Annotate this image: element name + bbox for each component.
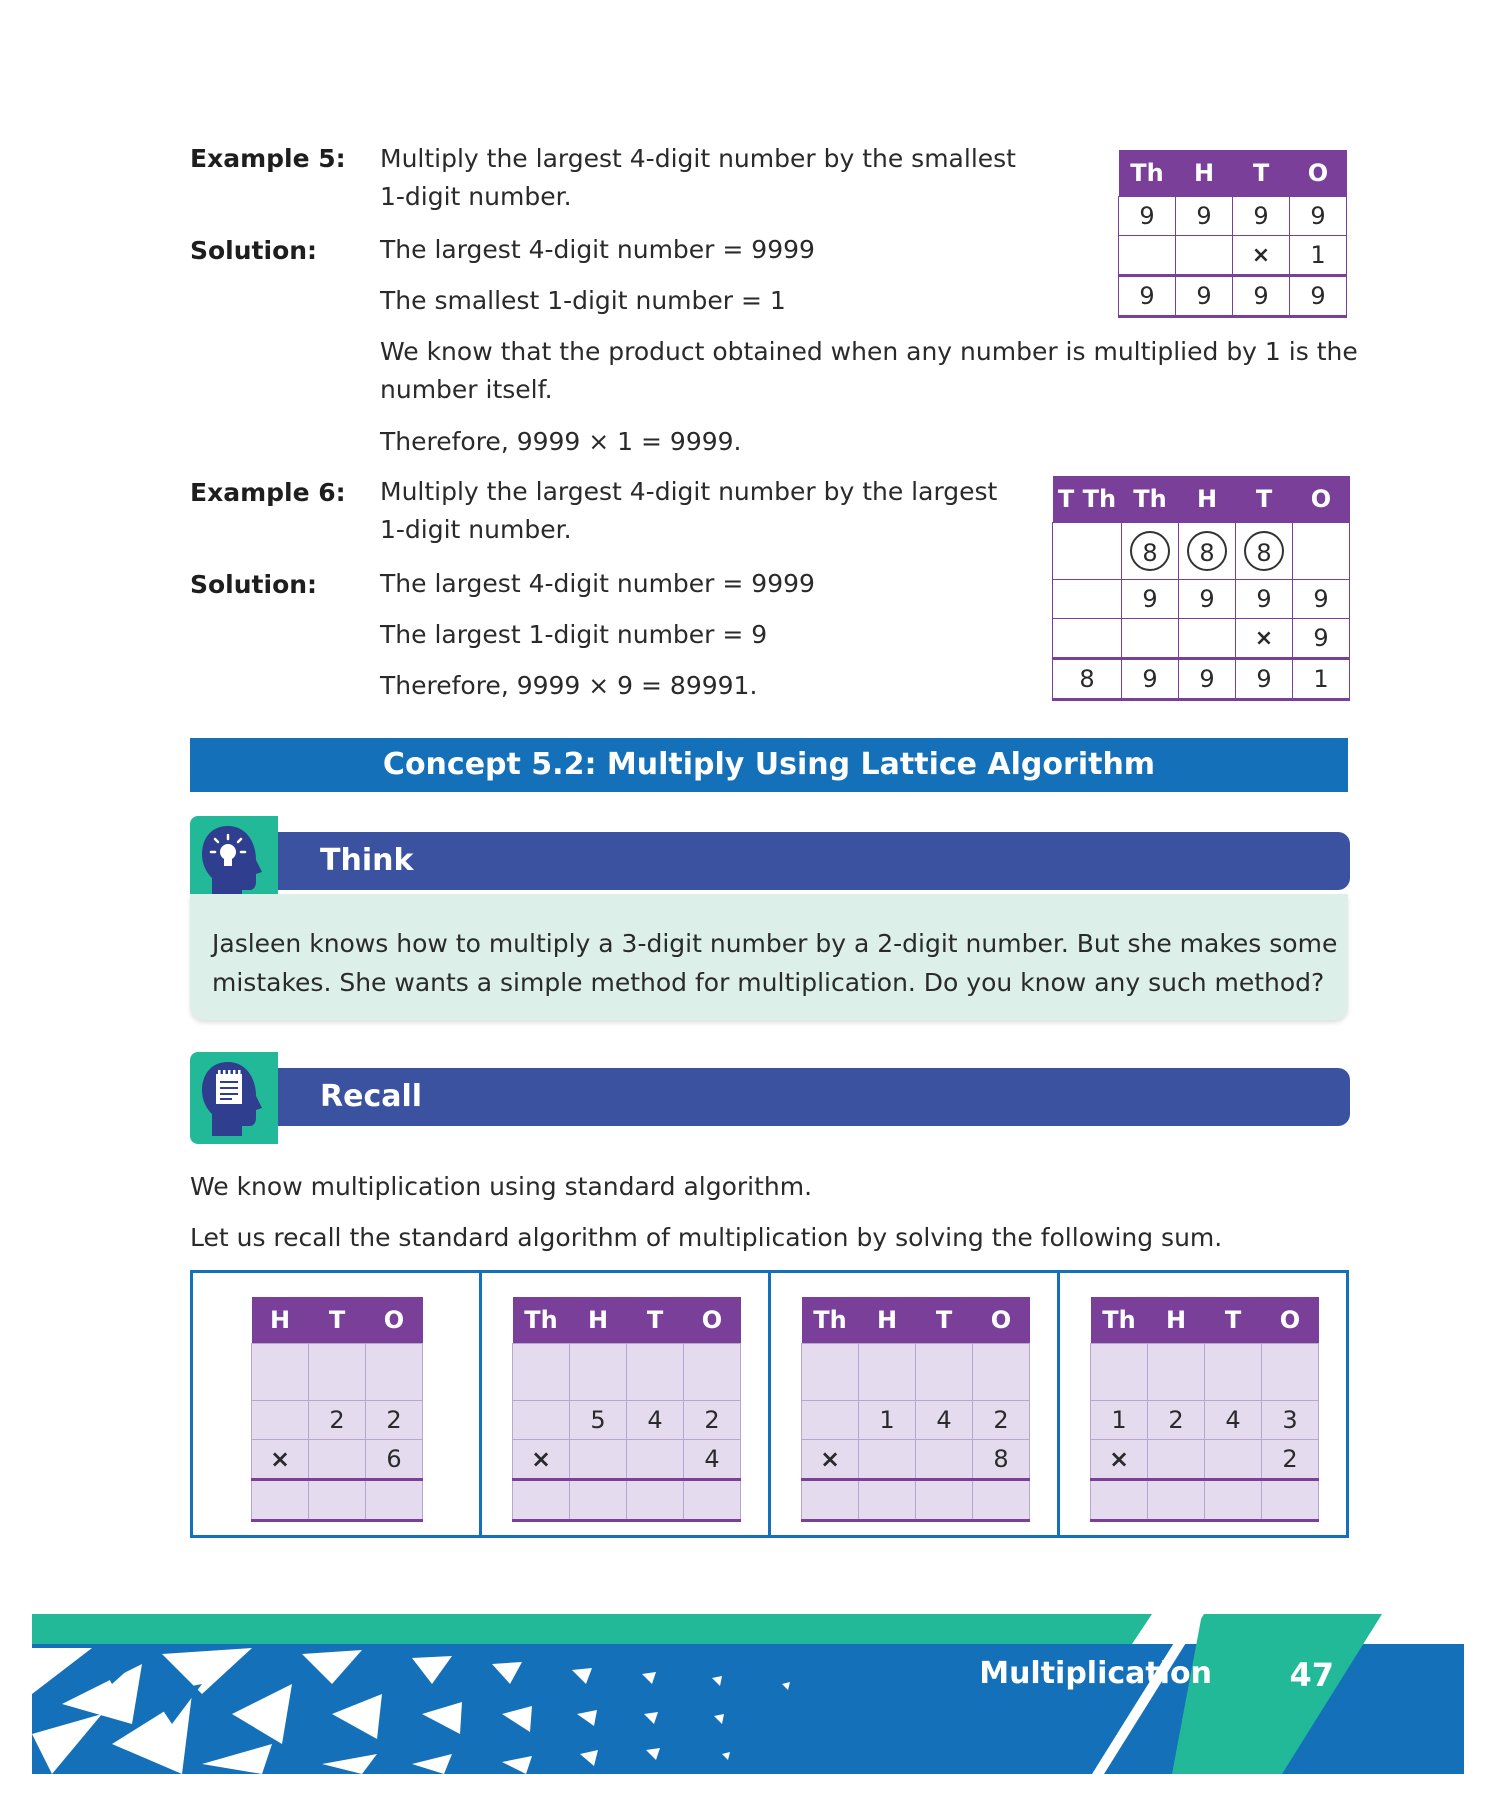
digit-cell: 9	[1293, 619, 1350, 659]
multiply-sign: ×	[802, 1440, 859, 1480]
digit-cell: 4	[684, 1440, 741, 1480]
multiply-sign: ×	[1233, 236, 1290, 276]
recall-table-3	[801, 1297, 1030, 1522]
header-cell: Th	[1122, 476, 1179, 523]
example5-place-value-table	[1118, 150, 1347, 318]
digit-cell: 2	[1262, 1440, 1319, 1480]
carry-cell	[1122, 523, 1179, 580]
header-cell: H	[570, 1297, 627, 1344]
answer-cell	[252, 1480, 309, 1521]
think-content: Jasleen knows how to multiply a 3-digit number by a 2-digit number. But she makes some mistakes. She wants a simple method for multiplication. Do you know any such method?	[190, 894, 1348, 1020]
header-cell: T	[627, 1297, 684, 1344]
digit-cell	[916, 1440, 973, 1480]
digit-cell: 6	[366, 1440, 423, 1480]
header-cell: Th	[1091, 1297, 1148, 1344]
product-cell: 9	[1290, 276, 1347, 317]
think-title: Think	[320, 843, 414, 878]
example5-line1: The largest 4-digit number = 9999	[380, 235, 815, 264]
digit-cell: 8	[973, 1440, 1030, 1480]
example6-label: Example 6:	[190, 478, 346, 507]
empty-cell	[802, 1344, 859, 1401]
recall-table-4	[1090, 1297, 1319, 1522]
answer-cell	[973, 1480, 1030, 1521]
answer-cell	[1262, 1480, 1319, 1521]
example6-line2: The largest 1-digit number = 9	[380, 620, 768, 649]
header-cell: H	[1148, 1297, 1205, 1344]
carry-cell	[1236, 523, 1293, 580]
header-cell: O	[366, 1297, 423, 1344]
digit-cell: 9	[1293, 580, 1350, 619]
header-cell: O	[1262, 1297, 1319, 1344]
empty-cell	[916, 1344, 973, 1401]
empty-cell	[570, 1344, 627, 1401]
example6-solution-label: Solution:	[190, 570, 318, 599]
digit-cell: 4	[916, 1401, 973, 1440]
product-cell: 9	[1119, 276, 1176, 317]
header-cell: H	[1176, 150, 1233, 197]
header-cell: T	[309, 1297, 366, 1344]
multiply-sign: ×	[1091, 1440, 1148, 1480]
empty-cell	[627, 1344, 684, 1401]
header-cell: H	[859, 1297, 916, 1344]
digit-cell	[1205, 1440, 1262, 1480]
header-cell: Th	[802, 1297, 859, 1344]
lightbulb-head-icon	[198, 822, 270, 904]
example5-solution-label: Solution:	[190, 236, 318, 265]
digit-cell: 9	[1290, 197, 1347, 236]
answer-cell	[309, 1480, 366, 1521]
header-cell: H	[1179, 476, 1236, 523]
empty-cell	[859, 1344, 916, 1401]
example5-line2: The smallest 1-digit number = 1	[380, 286, 786, 315]
recall-panel-4	[1057, 1270, 1349, 1538]
empty-cell	[684, 1344, 741, 1401]
carry-digit: 8	[1244, 531, 1284, 571]
page-number: 47	[1289, 1656, 1334, 1694]
empty-cell	[513, 1344, 570, 1401]
digit-cell: 1	[1091, 1401, 1148, 1440]
answer-cell	[366, 1480, 423, 1521]
digit-cell	[1122, 619, 1179, 659]
answer-cell	[627, 1480, 684, 1521]
product-cell: 9	[1122, 659, 1179, 700]
notepad-head-icon	[198, 1058, 270, 1140]
carry-digit: 8	[1130, 531, 1170, 571]
example5-paragraph: We know that the product obtained when any number is multiplied by 1 is the number itself.	[380, 337, 1358, 404]
header-cell: O	[1293, 476, 1350, 523]
digit-cell: 4	[1205, 1401, 1262, 1440]
answer-cell	[802, 1480, 859, 1521]
carry-cell	[1053, 523, 1122, 580]
digit-cell: 9	[1122, 580, 1179, 619]
example6-question: Multiply the largest 4-digit number by the largest 1-digit number.	[380, 477, 998, 544]
example6-therefore: Therefore, 9999 × 9 = 89991.	[380, 671, 758, 700]
example6-line1: The largest 4-digit number = 9999	[380, 569, 815, 598]
header-cell: Th	[513, 1297, 570, 1344]
digit-cell: 2	[309, 1401, 366, 1440]
empty-cell	[1148, 1344, 1205, 1401]
recall-line2: Let us recall the standard algorithm of multiplication by solving the following sum.	[190, 1223, 1223, 1252]
chapter-title: Multiplication	[979, 1656, 1212, 1691]
recall-title: Recall	[320, 1079, 423, 1114]
answer-cell	[859, 1480, 916, 1521]
digit-cell	[802, 1401, 859, 1440]
carry-cell	[1293, 523, 1350, 580]
example5-therefore: Therefore, 9999 × 1 = 9999.	[380, 427, 742, 456]
empty-cell	[1091, 1344, 1148, 1401]
digit-cell	[1053, 619, 1122, 659]
digit-cell: 3	[1262, 1401, 1319, 1440]
answer-cell	[570, 1480, 627, 1521]
answer-cell	[1091, 1480, 1148, 1521]
header-cell: T	[1233, 150, 1290, 197]
multiply-sign: ×	[252, 1440, 309, 1480]
product-cell: 8	[1053, 659, 1122, 700]
header-cell: T	[1205, 1297, 1262, 1344]
carry-digit: 8	[1187, 531, 1227, 571]
empty-cell	[309, 1344, 366, 1401]
digit-cell: 2	[973, 1401, 1030, 1440]
digit-cell: 9	[1119, 197, 1176, 236]
answer-cell	[1148, 1480, 1205, 1521]
digit-cell	[513, 1401, 570, 1440]
digit-cell: 5	[570, 1401, 627, 1440]
multiply-sign: ×	[1236, 619, 1293, 659]
recall-line1: We know multiplication using standard algorithm.	[190, 1172, 813, 1201]
product-cell: 9	[1179, 659, 1236, 700]
concept-heading: Concept 5.2: Multiply Using Lattice Algorithm	[190, 738, 1348, 792]
empty-cell	[973, 1344, 1030, 1401]
digit-cell: 2	[684, 1401, 741, 1440]
footer-band	[32, 1614, 1464, 1774]
header-cell: O	[973, 1297, 1030, 1344]
header-cell: H	[252, 1297, 309, 1344]
digit-cell: 9	[1236, 580, 1293, 619]
product-cell: 9	[1176, 276, 1233, 317]
digit-cell	[252, 1401, 309, 1440]
digit-cell: 2	[366, 1401, 423, 1440]
example6-place-value-table	[1052, 476, 1350, 701]
answer-cell	[684, 1480, 741, 1521]
digit-cell: 1	[859, 1401, 916, 1440]
digit-cell	[570, 1440, 627, 1480]
header-cell: Th	[1119, 150, 1176, 197]
recall-header	[235, 1068, 1350, 1126]
digit-cell: 9	[1176, 197, 1233, 236]
digit-cell: 4	[627, 1401, 684, 1440]
product-cell: 9	[1233, 276, 1290, 317]
empty-cell	[366, 1344, 423, 1401]
recall-panel-3	[768, 1270, 1060, 1538]
digit-cell: 2	[1148, 1401, 1205, 1440]
header-cell: T	[916, 1297, 973, 1344]
answer-cell	[916, 1480, 973, 1521]
footer-pattern	[32, 1614, 1464, 1774]
empty-cell	[1262, 1344, 1319, 1401]
product-cell: 9	[1236, 659, 1293, 700]
digit-cell	[1053, 580, 1122, 619]
recall-panel-1	[190, 1270, 482, 1538]
digit-cell	[1119, 236, 1176, 276]
product-cell: 1	[1293, 659, 1350, 700]
digit-cell	[1176, 236, 1233, 276]
digit-cell	[309, 1440, 366, 1480]
digit-cell: 9	[1233, 197, 1290, 236]
empty-cell	[1205, 1344, 1262, 1401]
digit-cell	[859, 1440, 916, 1480]
digit-cell	[627, 1440, 684, 1480]
header-cell: T	[1236, 476, 1293, 523]
carry-cell	[1179, 523, 1236, 580]
example5-label: Example 5:	[190, 144, 346, 173]
think-header	[235, 832, 1350, 890]
recall-icon-box	[190, 1052, 278, 1144]
header-cell: T Th	[1053, 476, 1122, 523]
header-cell: O	[684, 1297, 741, 1344]
example5-question: Multiply the largest 4-digit number by the smallest 1-digit number.	[380, 144, 1016, 211]
multiply-sign: ×	[513, 1440, 570, 1480]
digit-cell	[1179, 619, 1236, 659]
recall-panel-2	[479, 1270, 771, 1538]
digit-cell	[1148, 1440, 1205, 1480]
answer-cell	[1205, 1480, 1262, 1521]
recall-table-1	[251, 1297, 423, 1522]
header-cell: O	[1290, 150, 1347, 197]
empty-cell	[252, 1344, 309, 1401]
digit-cell: 9	[1179, 580, 1236, 619]
answer-cell	[513, 1480, 570, 1521]
digit-cell: 1	[1290, 236, 1347, 276]
recall-table-2	[512, 1297, 741, 1522]
